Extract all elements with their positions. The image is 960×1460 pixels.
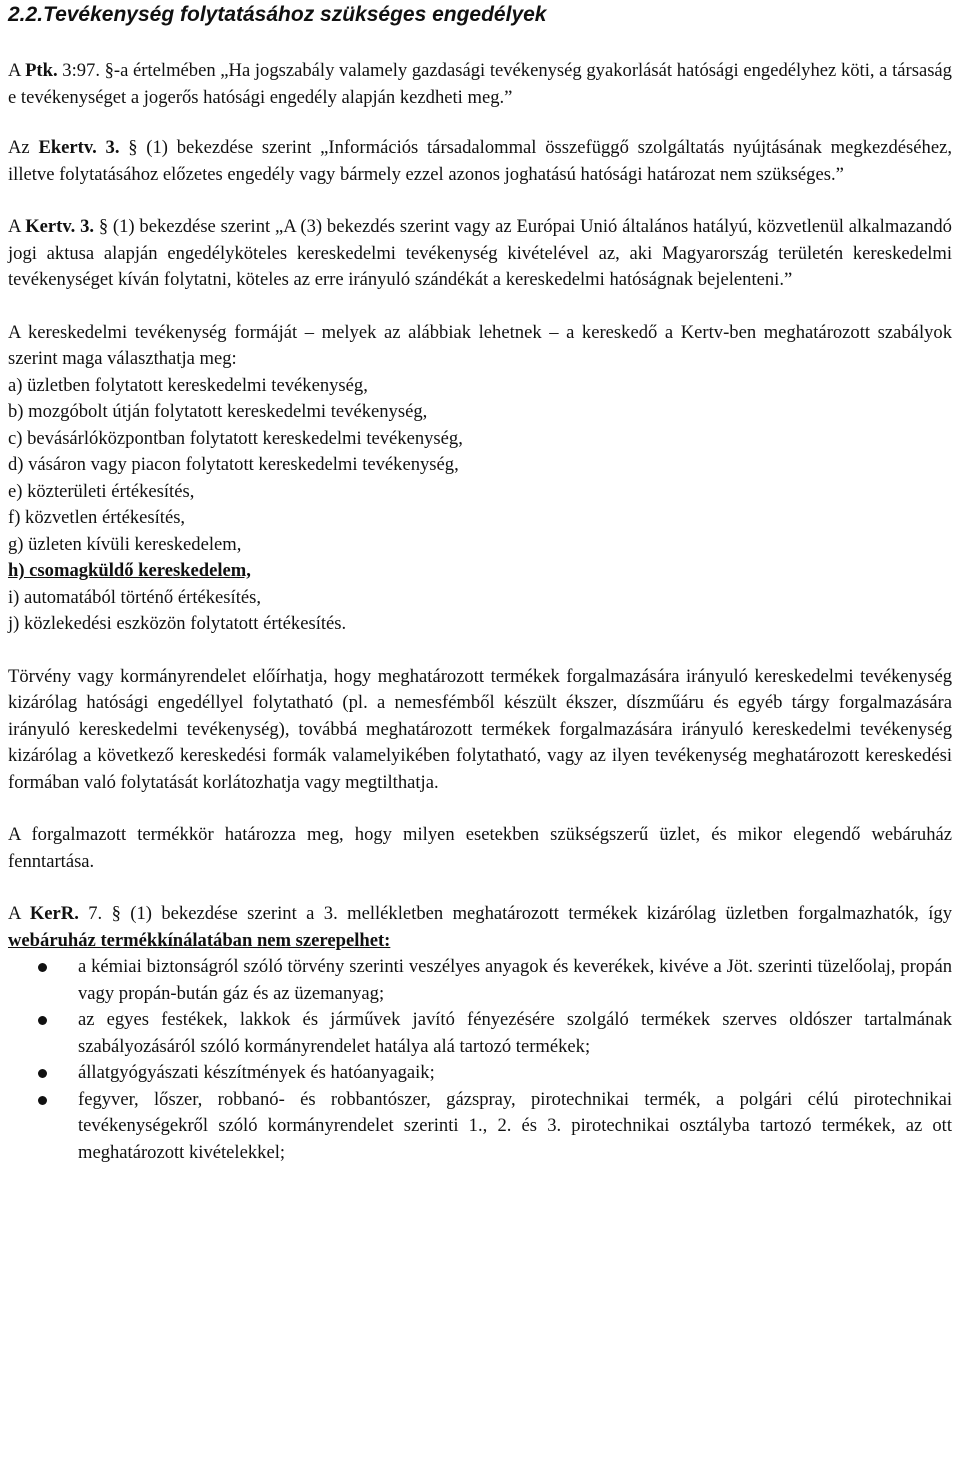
kerr-underlined: webáruház termékkínálatában nem szerepelhet:: [8, 929, 391, 951]
paragraph-regulation: Törvény vagy kormányrendelet előírhatja, hogy meghatározott termékek forgalmazására irányuló kereskedelmi tevékenység kizárólag hatósági engedéllyel folytatható (pl. a nemesfémből készült ékszer, díszműáru és egyéb tárgy forgalmazására irányuló kereskedelmi tevékenység), továbbá meghatározott termékek forgalmazására irányuló kereskedelmi tevékenység kizárólag a következő kereskedési formák valamelyikében folytatható, vagy az ilyen tevékenység meghatározott kereskedési formában való folytatását korlátozhatja vagy megtilthatja.: [8, 665, 952, 793]
trade-forms-intro: A kereskedelmi tevékenység formáját – melyek az alábbiak lehetnek – a kereskedő a Kertv-ben meghatározott szabályok szerint maga választhatja meg:: [8, 321, 952, 369]
kertv-ref: Kertv. 3.: [25, 216, 95, 237]
trade-form-item: j) közlekedési eszközön folytatott értékesítés.: [8, 613, 347, 634]
list-item-text: a kémiai biztonságról szóló törvény szerinti veszélyes anyagok és keverékek, kivéve a Jöt. szerinti tüzelőolaj, propán vagy propán-bután gáz és az üzemanyag;: [78, 956, 952, 1004]
bullet-icon: [38, 1096, 47, 1105]
trade-form-item: e) közterületi értékesítés,: [8, 480, 195, 502]
trade-form-item: a) üzletben folytatott kereskedelmi tevékenység,: [8, 374, 368, 396]
paragraph-ekertv: [8, 135, 952, 188]
trade-form-item: i) automatából történő értékesítés,: [8, 586, 261, 608]
paragraph-kertv: [8, 214, 952, 294]
list-item-text: fegyver, lőszer, robbanó- és robbantószer, gázspray, pirotechnikai termék, a polgári célú pirotechnikai tevékenységekről szóló kormányrendelet szerinti 1., 2. és 3. pirotechnikai osztályba tartozó termékek, az ott meghatározott kivételekkel;: [78, 1088, 952, 1163]
trade-form-item: d) vásáron vagy piacon folytatott kereskedelmi tevékenység,: [8, 454, 459, 475]
kertv-prefix: A: [8, 216, 26, 237]
kertv-text: § (1) bekezdése szerint „A (3) bekezdés szerint vagy az Európai Unió általános hatályú, közvetlenül alkalmazandó jogi aktusa alapján engedélyköteles kereskedelmi tevékenység kivételével az, aki Magyarország területén kereskedelmi tevékenységet kíván folytatni, köteles az erre irányuló szándékát a kereskedelmi hatóságnak bejelenteni.”: [8, 216, 952, 290]
trade-form-item: b) mozgóbolt útján folytatott kereskedelmi tevékenység,: [8, 401, 428, 422]
list-item-text: állatgyógyászati készítmények és hatóanyagaik;: [78, 1062, 435, 1083]
trade-form-item: c) bevásárlóközpontban folytatott kereskedelmi tevékenység,: [8, 427, 463, 449]
kerr-text: 7. § (1) bekezdése szerint a 3. mellékletben meghatározott termékek kizárólag üzletben forgalmazhatók, így: [78, 903, 952, 924]
ptk-ref: Ptk.: [25, 60, 58, 81]
list-item: [8, 1087, 952, 1167]
ekertv-text: § (1) bekezdése szerint „Információs társadalommal összefüggő szolgáltatás nyújtásának megkezdéséhez, illetve folytatásához előzetes engedély vagy bármely ezzel azonos joghatású hatósági határozat nem szükséges.”: [8, 137, 952, 185]
list-item: [8, 1060, 952, 1087]
bullet-icon: [38, 963, 47, 972]
paragraph-kerr: [8, 901, 952, 954]
paragraph-ptk: [8, 58, 952, 111]
ptk-prefix: A: [8, 60, 26, 81]
trade-form-item: g) üzleten kívüli kereskedelem,: [8, 533, 242, 555]
trade-forms-block: [8, 320, 952, 638]
restricted-products-list: [8, 954, 952, 1166]
bullet-icon: [38, 1069, 47, 1078]
ptk-text: 3:97. §-a értelmében „Ha jogszabály valamely gazdasági tevékenység gyakorlását hatósági engedélyhez köti, a társaság e tevékenységet a jogerős hatósági engedély alapján kezdheti meg.”: [8, 60, 952, 108]
bullet-icon: [38, 1016, 47, 1025]
list-item: [8, 1007, 952, 1060]
ekertv-ref: Ekertv. 3.: [38, 137, 120, 158]
kerr-ref: KerR.: [29, 903, 79, 924]
list-item: [8, 954, 952, 1007]
paragraph-product-range: A forgalmazott termékkör határozza meg, hogy milyen esetekben szükségszerű üzlet, és mikor elegendő webáruház fenntartása.: [8, 824, 952, 872]
list-item-text: az egyes festékek, lakkok és járművek javító fényezésére szolgáló termékek szerves oldószer tartalmának szabályozásáról szóló kormányrendelet hatálya alá tartozó termékek;: [78, 1009, 952, 1057]
section-heading: 2.2.Tevékenység folytatásához szükséges engedélyek: [8, 3, 547, 26]
ekertv-prefix: Az: [8, 137, 39, 158]
trade-form-item-highlighted: h) csomagküldő kereskedelem,: [8, 560, 251, 581]
trade-form-item: f) közvetlen értékesítés,: [8, 507, 186, 528]
kerr-prefix: A: [8, 903, 30, 924]
